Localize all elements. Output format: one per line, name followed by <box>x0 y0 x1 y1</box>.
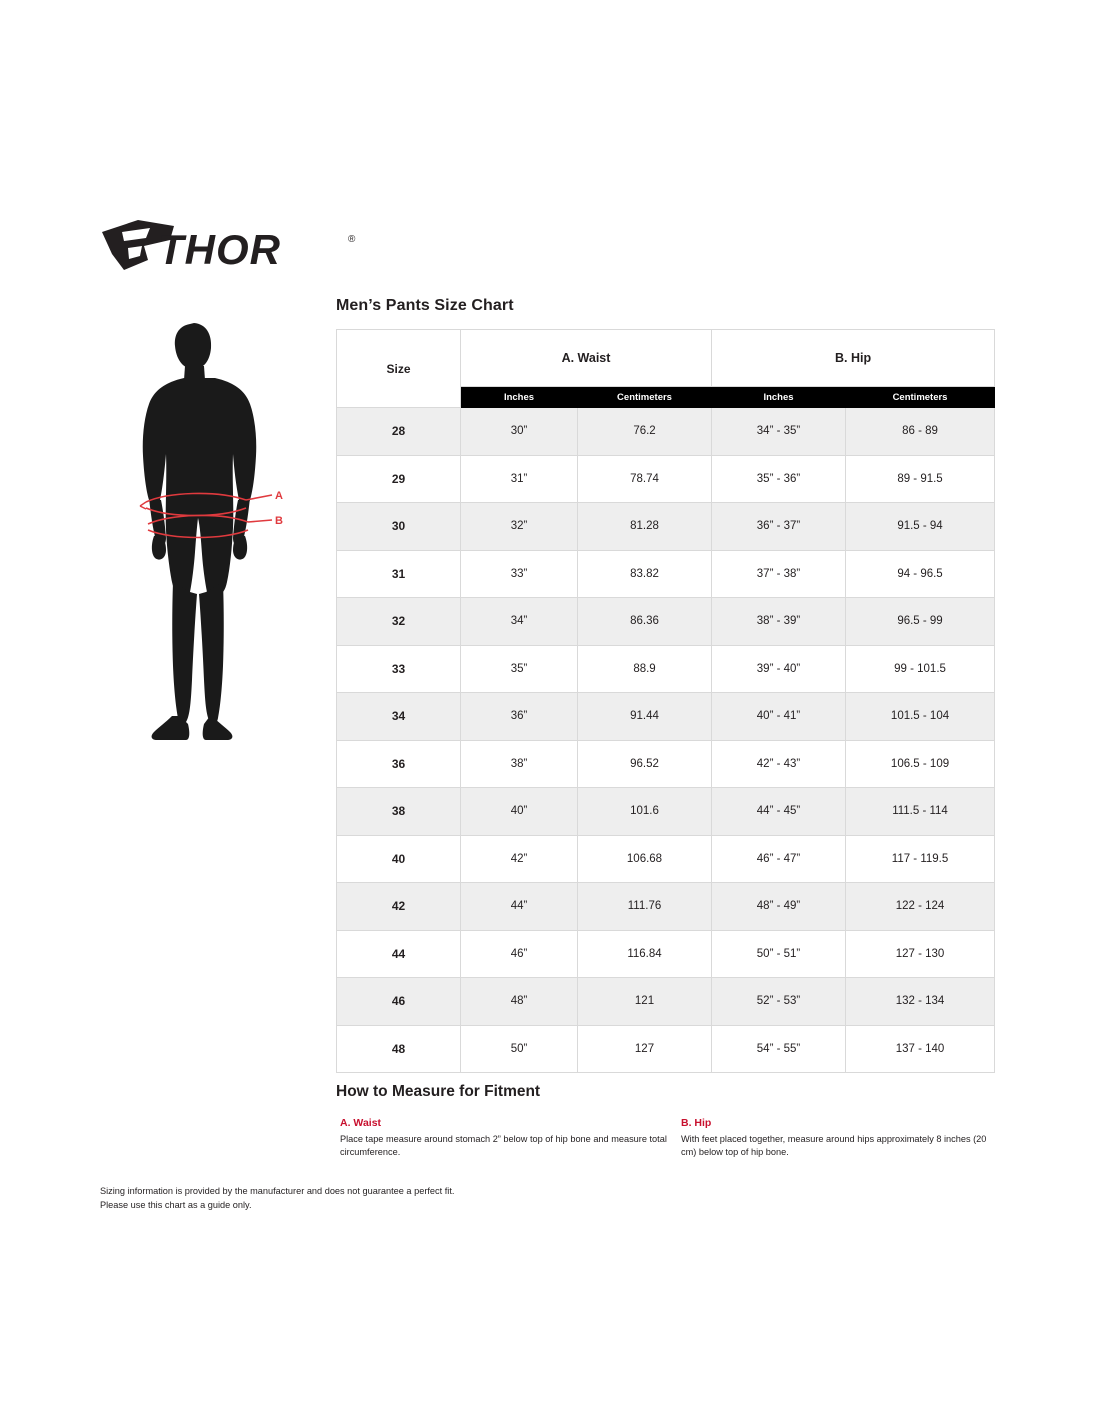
cell-hip-inches: 46” - 47” <box>712 835 846 883</box>
footnote <box>100 1184 660 1213</box>
cell-size: 40 <box>337 835 461 883</box>
figure-label-a: A <box>275 490 283 502</box>
cell-waist-inches: 44” <box>461 883 578 931</box>
cell-size: 36 <box>337 740 461 788</box>
cell-hip-inches: 37” - 38” <box>712 550 846 598</box>
cell-size: 38 <box>337 788 461 836</box>
table-row <box>337 740 995 788</box>
cell-waist-centimeters: 76.2 <box>578 408 712 456</box>
footnote-line-2: Please use this chart as a guide only. <box>100 1200 252 1211</box>
cell-waist-inches: 30” <box>461 408 578 456</box>
cell-waist-centimeters: 127 <box>578 1025 712 1073</box>
table-row <box>337 550 995 598</box>
cell-hip-centimeters: 127 - 130 <box>846 930 995 978</box>
header-hip: B. Hip <box>712 330 995 387</box>
cell-waist-centimeters: 83.82 <box>578 550 712 598</box>
cell-hip-centimeters: 99 - 101.5 <box>846 645 995 693</box>
cell-waist-inches: 48” <box>461 978 578 1026</box>
cell-hip-centimeters: 132 - 134 <box>846 978 995 1026</box>
cell-hip-centimeters: 111.5 - 114 <box>846 788 995 836</box>
cell-hip-inches: 50” - 51” <box>712 930 846 978</box>
cell-waist-centimeters: 81.28 <box>578 503 712 551</box>
cell-waist-centimeters: 86.36 <box>578 598 712 646</box>
cell-hip-inches: 42” - 43” <box>712 740 846 788</box>
cell-hip-inches: 40” - 41” <box>712 693 846 741</box>
measure-hip-block <box>681 1117 1001 1159</box>
measure-waist-heading: A. Waist <box>340 1117 382 1129</box>
cell-size: 42 <box>337 883 461 931</box>
cell-size: 44 <box>337 930 461 978</box>
cell-hip-centimeters: 101.5 - 104 <box>846 693 995 741</box>
cell-waist-inches: 36” <box>461 693 578 741</box>
svg-text:THOR: THOR <box>158 226 281 273</box>
table-row <box>337 978 995 1026</box>
cell-hip-centimeters: 122 - 124 <box>846 883 995 931</box>
cell-size: 48 <box>337 1025 461 1073</box>
cell-hip-inches: 52” - 53” <box>712 978 846 1026</box>
size-table <box>336 329 995 1073</box>
cell-hip-inches: 54” - 55” <box>712 1025 846 1073</box>
svg-text:®: ® <box>348 234 356 245</box>
cell-size: 33 <box>337 645 461 693</box>
table-row <box>337 598 995 646</box>
size-table-body <box>337 408 995 1073</box>
cell-size: 31 <box>337 550 461 598</box>
cell-waist-inches: 40” <box>461 788 578 836</box>
measure-waist-body: Place tape measure around stomach 2” below top of hip bone and measure total circumference. <box>340 1134 667 1158</box>
table-row <box>337 883 995 931</box>
cell-waist-centimeters: 116.84 <box>578 930 712 978</box>
header-hip-centimeters: Centimeters <box>846 387 995 408</box>
cell-waist-centimeters: 121 <box>578 978 712 1026</box>
table-row <box>337 693 995 741</box>
header-waist: A. Waist <box>461 330 712 387</box>
footnote-line-1: Sizing information is provided by the manufacturer and does not guarantee a perfect fit. <box>100 1186 455 1196</box>
cell-waist-inches: 33” <box>461 550 578 598</box>
cell-hip-inches: 36” - 37” <box>712 503 846 551</box>
cell-waist-centimeters: 88.9 <box>578 645 712 693</box>
cell-waist-inches: 38” <box>461 740 578 788</box>
header-hip-inches: Inches <box>712 387 846 408</box>
header-waist-centimeters: Centimeters <box>578 387 712 408</box>
cell-waist-centimeters: 91.44 <box>578 693 712 741</box>
table-row <box>337 645 995 693</box>
cell-waist-inches: 42” <box>461 835 578 883</box>
header-size: Size <box>337 330 461 408</box>
cell-size: 30 <box>337 503 461 551</box>
cell-hip-centimeters: 137 - 140 <box>846 1025 995 1073</box>
measure-waist-block <box>340 1117 670 1159</box>
cell-hip-centimeters: 106.5 - 109 <box>846 740 995 788</box>
cell-hip-inches: 34” - 35” <box>712 408 846 456</box>
cell-hip-centimeters: 89 - 91.5 <box>846 455 995 503</box>
thor-logo <box>98 216 368 276</box>
cell-hip-inches: 35” - 36” <box>712 455 846 503</box>
table-row <box>337 930 995 978</box>
cell-size: 29 <box>337 455 461 503</box>
thor-wordmark <box>158 226 356 273</box>
cell-waist-inches: 31” <box>461 455 578 503</box>
cell-hip-inches: 39” - 40” <box>712 645 846 693</box>
table-row <box>337 455 995 503</box>
cell-waist-centimeters: 78.74 <box>578 455 712 503</box>
thor-logo-svg <box>98 216 368 276</box>
figure-label-b: B <box>275 515 283 527</box>
measurement-figure <box>120 320 300 750</box>
cell-waist-inches: 35” <box>461 645 578 693</box>
table-row <box>337 788 995 836</box>
cell-hip-centimeters: 96.5 - 99 <box>846 598 995 646</box>
cell-hip-centimeters: 117 - 119.5 <box>846 835 995 883</box>
cell-size: 32 <box>337 598 461 646</box>
cell-size: 34 <box>337 693 461 741</box>
table-row <box>337 503 995 551</box>
table-row <box>337 1025 995 1073</box>
cell-waist-centimeters: 101.6 <box>578 788 712 836</box>
page-title: Men’s Pants Size Chart <box>336 297 514 314</box>
cell-waist-inches: 46” <box>461 930 578 978</box>
cell-hip-centimeters: 94 - 96.5 <box>846 550 995 598</box>
measure-hip-heading: B. Hip <box>681 1117 712 1129</box>
cell-size: 46 <box>337 978 461 1026</box>
howto-title: How to Measure for Fitment <box>336 1083 541 1100</box>
cell-waist-inches: 32” <box>461 503 578 551</box>
cell-hip-inches: 44” - 45” <box>712 788 846 836</box>
table-row <box>337 408 995 456</box>
body-silhouette-icon <box>120 320 300 750</box>
cell-waist-inches: 50” <box>461 1025 578 1073</box>
cell-hip-inches: 38” - 39” <box>712 598 846 646</box>
cell-size: 28 <box>337 408 461 456</box>
cell-hip-inches: 48” - 49” <box>712 883 846 931</box>
cell-waist-centimeters: 111.76 <box>578 883 712 931</box>
table-group-header-row <box>337 330 995 387</box>
cell-waist-centimeters: 106.68 <box>578 835 712 883</box>
measure-hip-body: With feet placed together, measure around hips approximately 8 inches (20 cm) below top of hip bone. <box>681 1134 987 1158</box>
cell-hip-centimeters: 86 - 89 <box>846 408 995 456</box>
cell-hip-centimeters: 91.5 - 94 <box>846 503 995 551</box>
cell-waist-inches: 34” <box>461 598 578 646</box>
header-waist-inches: Inches <box>461 387 578 408</box>
size-table-wrapper <box>336 329 994 1073</box>
cell-waist-centimeters: 96.52 <box>578 740 712 788</box>
table-row <box>337 835 995 883</box>
